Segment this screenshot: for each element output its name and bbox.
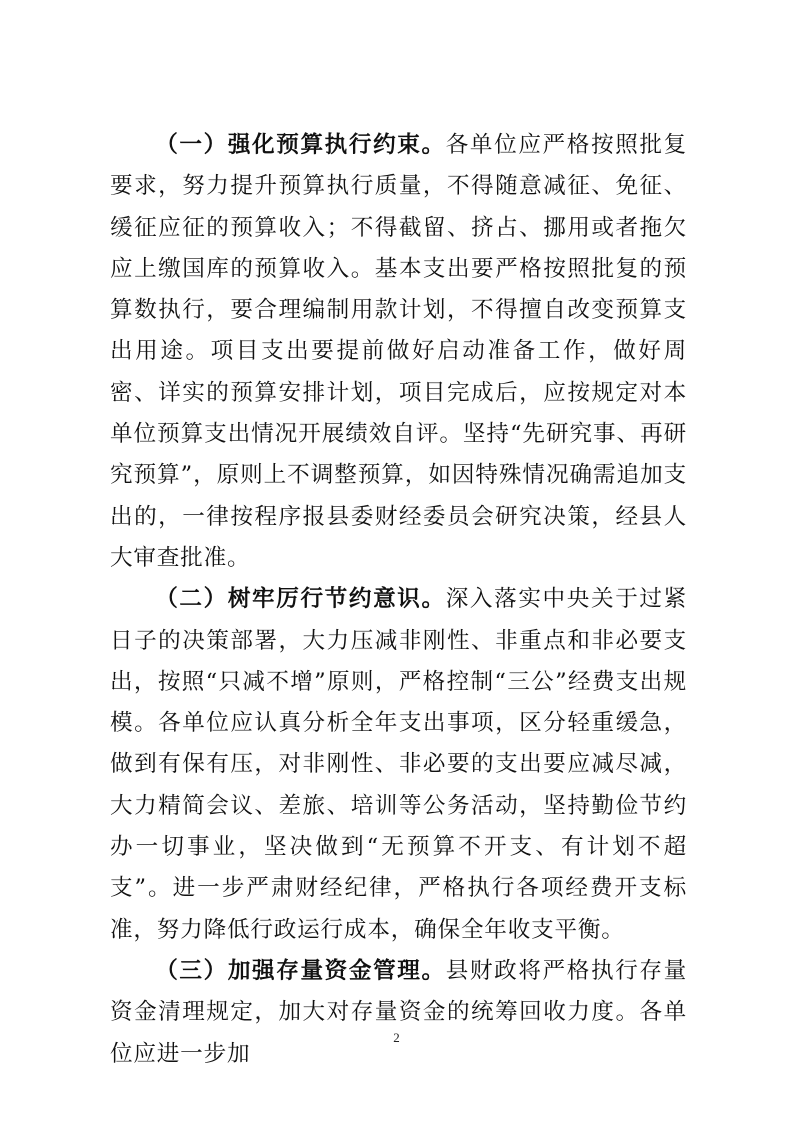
paragraph-budget-execution [110,125,687,579]
paragraph-stock-funds [110,951,687,1075]
document-body [110,125,687,1075]
page-number: 2 [393,1030,400,1045]
paragraph-text: 县财政将严格执行存量资金清理规定，加大对存量资金的统筹回收力度。各单位应进一步加 [110,957,688,1067]
paragraph-frugality [110,579,687,951]
paragraph-heading: （二）树牢厉行节约意识。 [155,586,446,613]
paragraph-heading: （一）强化预算执行约束。 [155,132,446,158]
paragraph-text: 各单位应严格按照批复要求，努力提升预算执行质量，不得随意减征、免征、缓征应征的预算收入；不得截留、挤占、挪用或者拖欠应上缴国库的预算收入。基本支出要严格按照批复的预算数执行，要合理编制用款计划，不得擅自改变预算支出用途。项目支出要提前做好启动准备工作，做好周密、详实的预算安排计划，项目完成后，应按规定对本单位预算支出情况开展绩效自评。坚持“先研究事、再研究预算”，原则上不调整预算，如因特殊情况确需追加支出的，一律按程序报县委财经委员会研究决策，经县人大审查批准。 [110,132,688,571]
paragraph-text: 深入落实中央关于过紧日子的决策部署，大力压减非刚性、非重点和非必要支出，按照“只减不增”原则，严格控制“三公”经费支出规模。各单位应认真分析全年支出事项，区分轻重缓急，做到有保有压，对非刚性、非必要的支出要应减尽减，大力精简会议、差旅、培训等公务活动，坚持勤俭节约办一切事业，坚决做到“无预算不开支、有计划不超支”。进一步严肃财经纪律，严格执行各项经费开支标准，努力降低行政运行成本，确保全年收支平衡。 [110,586,688,943]
paragraph-heading: （三）加强存量资金管理。 [155,957,446,984]
